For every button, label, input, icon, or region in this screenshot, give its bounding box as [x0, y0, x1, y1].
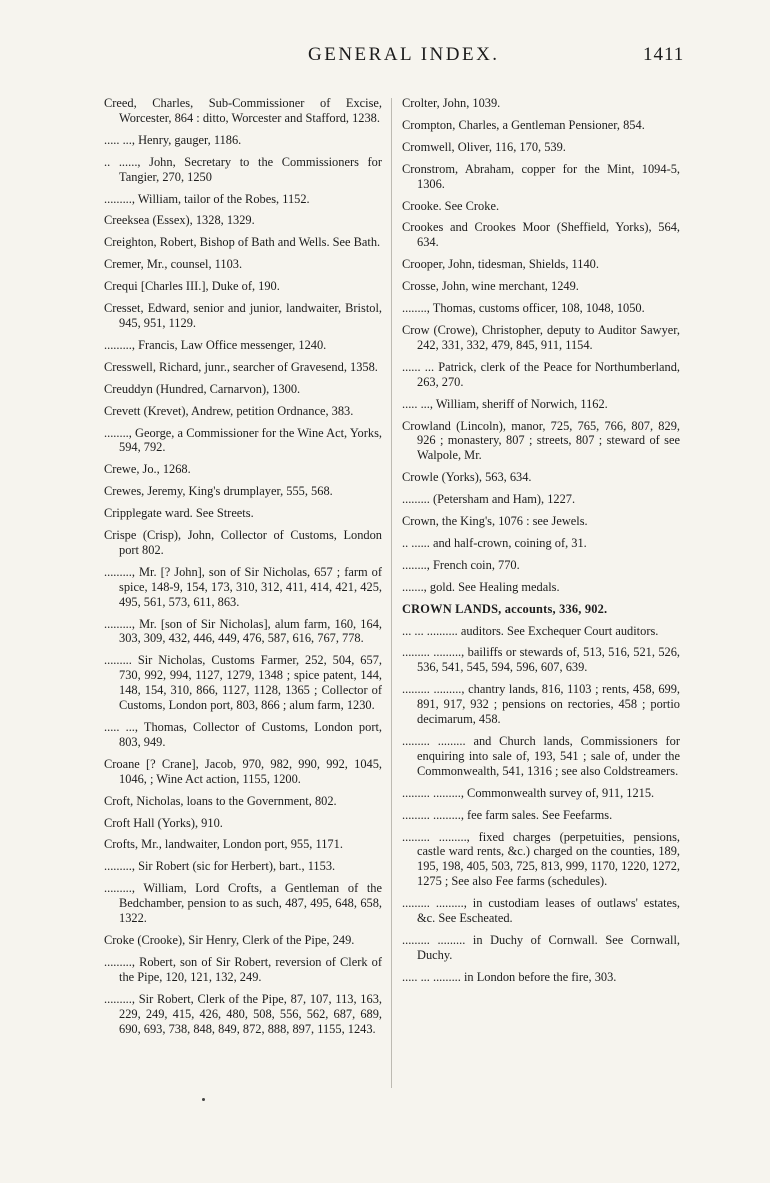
index-entry: Crowland (Lincoln), manor, 725, 765, 766, 807, 829, 926 ; monastery, 807 ; streets, 807 ; steward of see Walpole, Mr.: [402, 418, 680, 463]
index-entry: Cronstrom, Abraham, copper for the Mint, 1094-5, 1306.: [402, 161, 680, 191]
index-entry: Crowle (Yorks), 563, 634.: [402, 470, 532, 485]
index-entry: ......... ........., fixed charges (perpetuities, pensions, castle ward rents, &c.) charged on the counties, 189, 195, 198, 405, 503, 725, 813, 999, 1170, 1220, 1272, 1275 ; See also Fee farms (schedules).: [402, 829, 680, 889]
page-header: [0, 44, 770, 74]
index-entry: Croft, Nicholas, loans to the Government, 802.: [104, 793, 337, 808]
index-entry: Cremer, Mr., counsel, 1103.: [104, 257, 243, 272]
index-entry: Crequi [Charles III.], Duke of, 190.: [104, 279, 280, 294]
index-entry: Creuddyn (Hundred, Carnarvon), 1300.: [104, 381, 301, 396]
index-entry: Croft Hall (Yorks), 910.: [104, 815, 223, 830]
printer-dot-mark: [202, 1098, 205, 1101]
index-entry: Creeksea (Essex), 1328, 1329.: [104, 213, 255, 228]
index-column-right: [402, 96, 680, 992]
index-entry: ........., Sir Robert, Clerk of the Pipe, 87, 107, 113, 163, 229, 249, 415, 426, 480, 508, 556, 562, 687, 689, 690, 693, 738, 848, 849, 872, 888, 897, 1155, 1243.: [104, 991, 382, 1036]
index-entry: Crown, the King's, 1076 : see Jewels.: [402, 514, 588, 529]
index-entry: Croane [? Crane], Jacob, 970, 982, 990, 992, 1045, 1046, ; Wine Act action, 1155, 1200.: [104, 756, 382, 786]
index-entry: ........, Thomas, customs officer, 108, 1048, 1050.: [402, 301, 645, 316]
index-entry: ..... ..., William, sheriff of Norwich, 1162.: [402, 396, 608, 411]
index-entry: Crookes and Crookes Moor (Sheffield, Yorks), 564, 634.: [402, 220, 680, 250]
index-entry: ......... ........., in custodiam leases of outlaws' estates, &c. See Escheated.: [402, 896, 680, 926]
index-entry: ........, George, a Commissioner for the Wine Act, Yorks, 594, 792.: [104, 425, 382, 455]
index-entry: .. ......, John, Secretary to the Commissioners for Tangier, 270, 1250: [104, 154, 382, 184]
index-entry: ......... ........., chantry lands, 816, 1103 ; rents, 458, 699, 891, 917, 932 ; pensions on rectories, 458 ; portio decimarum, 458.: [402, 682, 680, 727]
index-entry: Crolter, John, 1039.: [402, 96, 501, 110]
index-entry: ......... Sir Nicholas, Customs Farmer, 252, 504, 657, 730, 992, 994, 1127, 1279, 1348 ; spice patent, 144, 148, 154, 310, 866, 1127, 1128, 1365 ; Collector of Customs, London port, 803, 866 ; alum farm, 1230.: [104, 653, 382, 713]
index-entry: Crooke. See Croke.: [402, 198, 500, 213]
index-entry: Crewe, Jo., 1268.: [104, 462, 191, 477]
index-entry: Cromwell, Oliver, 116, 170, 539.: [402, 139, 566, 154]
index-entry: ........., Mr. [? John], son of Sir Nicholas, 657 ; farm of spice, 148-9, 154, 173, 310, 312, 411, 414, 421, 425, 495, 561, 573, 611, 863.: [104, 564, 382, 609]
index-entry: ..... ... ......... in London before the fire, 303.: [402, 969, 617, 984]
index-column-left: [104, 96, 382, 1043]
index-entry: ......., gold. See Healing medals.: [402, 579, 560, 594]
running-head: GENERAL INDEX.: [308, 44, 500, 65]
index-entry: ........, French coin, 770.: [402, 557, 520, 572]
index-entry: Crosse, John, wine merchant, 1249.: [402, 279, 579, 294]
index-entry: ..... ..., Thomas, Collector of Customs, London port, 803, 949.: [104, 720, 382, 749]
index-entry: Cresswell, Richard, junr., searcher of Gravesend, 1358.: [104, 359, 378, 374]
index-entry: .. ...... and half-crown, coining of, 31.: [402, 535, 587, 550]
index-entry: ......... ......... and Church lands, Commissioners for enquiring into sale of, 193, 541 ; sale of, under the Commonwealth, 541, 1316 ; see also Coldstreamers.: [402, 734, 680, 778]
index-entry: ........., Robert, son of Sir Robert, reversion of Clerk of the Pipe, 120, 121, 132, 249.: [104, 954, 382, 984]
index-entry: ......... ......... in Duchy of Cornwall. See Cornwall, Duchy.: [402, 932, 680, 962]
index-entry: Cresset, Edward, senior and junior, landwaiter, Bristol, 945, 951, 1129.: [104, 301, 382, 330]
index-entry: Crooper, John, tidesman, Shields, 1140.: [402, 257, 599, 272]
index-entry: ......... ........., Commonwealth survey of, 911, 1215.: [402, 785, 655, 800]
index-entry: ........., Sir Robert (sic for Herbert), bart., 1153.: [104, 859, 336, 874]
index-entry: Crompton, Charles, a Gentleman Pensioner, 854.: [402, 117, 645, 132]
index-entry: Cripplegate ward. See Streets.: [104, 506, 254, 521]
index-entry: ......... ........., fee farm sales. See Feefarms.: [402, 807, 613, 822]
index-entry: ........., Mr. [son of Sir Nicholas], alum farm, 160, 164, 303, 309, 432, 446, 449, 476, 587, 616, 767, 778.: [104, 616, 382, 646]
index-entry: ........., William, tailor of the Robes, 1152.: [104, 191, 310, 206]
index-entry: Crewes, Jeremy, King's drumplayer, 555, 568.: [104, 484, 333, 499]
index-entry: ......... ........., bailiffs or stewards of, 513, 516, 521, 526, 536, 541, 545, 594, 596, 607, 639.: [402, 645, 680, 675]
index-entry: ...... ... Patrick, clerk of the Peace for Northumberland, 263, 270.: [402, 359, 680, 389]
index-entry: Crevett (Krevet), Andrew, petition Ordnance, 383.: [104, 403, 354, 418]
index-entry: ........., Francis, Law Office messenger, 1240.: [104, 337, 327, 352]
index-entry: ........., William, Lord Crofts, a Gentleman of the Bedchamber, pension to as such, 487, 495, 648, 658, 1322.: [104, 881, 382, 926]
index-entry: Creed, Charles, Sub-Commissioner of Excise, Worcester, 864 : ditto, Worcester and Stafford, 1238.: [104, 96, 382, 125]
index-entry: Crow (Crowe), Christopher, deputy to Auditor Sawyer, 242, 331, 332, 479, 845, 911, 1154.: [402, 322, 680, 352]
index-entry: Crofts, Mr., landwaiter, London port, 955, 1171.: [104, 837, 343, 852]
index-entry: ... ... .......... auditors. See Exchequer Court auditors.: [402, 623, 659, 638]
index-entry: Croke (Crooke), Sir Henry, Clerk of the Pipe, 249.: [104, 932, 355, 947]
page-number: 1411: [643, 44, 685, 65]
index-entry: ......... (Petersham and Ham), 1227.: [402, 492, 576, 507]
index-heading-crown-lands: CROWN LANDS, accounts, 336, 902.: [402, 601, 608, 616]
column-divider: [391, 98, 392, 1088]
index-entry: ..... ..., Henry, gauger, 1186.: [104, 132, 242, 147]
index-entry: Creighton, Robert, Bishop of Bath and Wells. See Bath.: [104, 235, 381, 250]
index-entry: Crispe (Crisp), John, Collector of Customs, London port 802.: [104, 528, 382, 557]
